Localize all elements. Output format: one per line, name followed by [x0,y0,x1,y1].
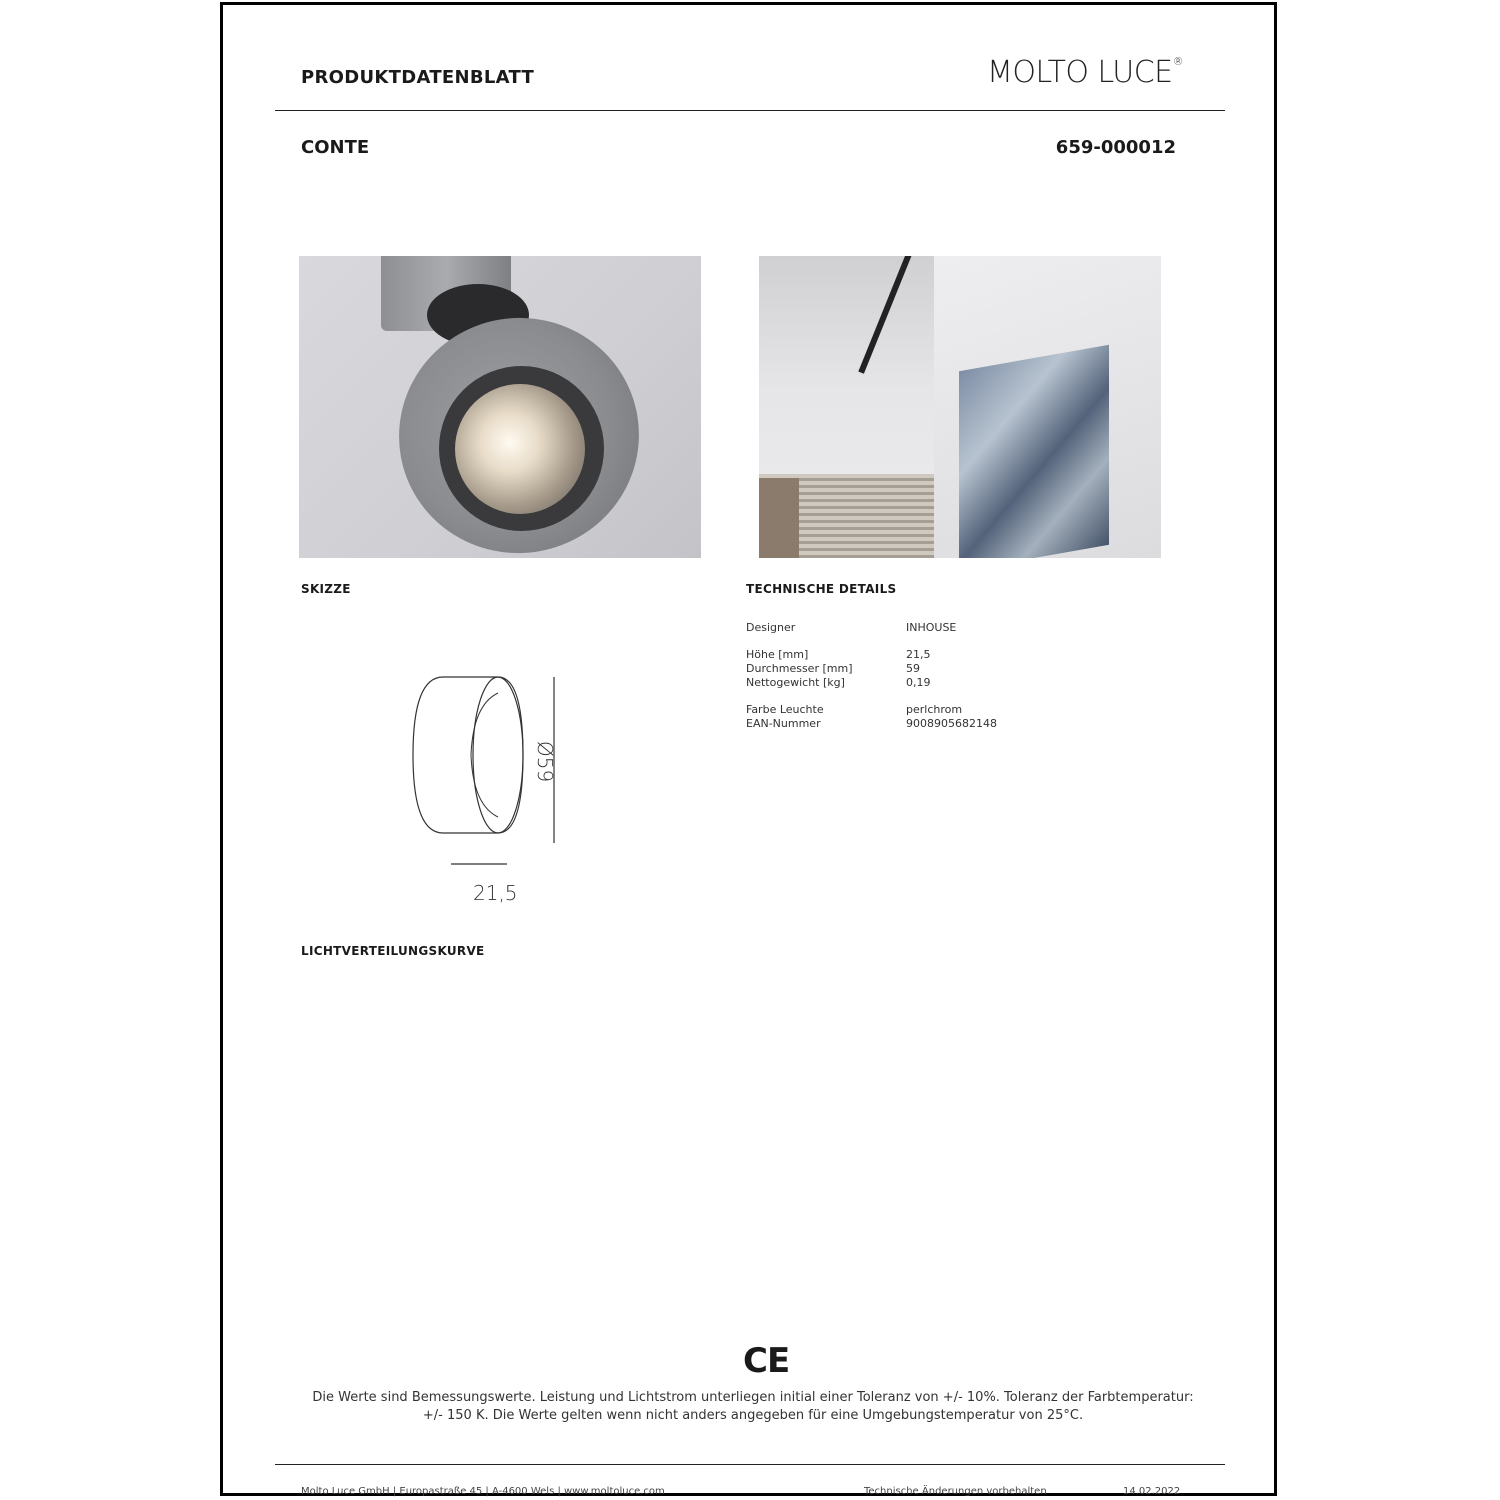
tech-label: Nettogewicht [kg] [746,676,845,689]
tech-label: Höhe [mm] [746,648,809,661]
datasheet-page [220,2,1277,1496]
ce-mark: CE [743,1341,790,1381]
disclaimer-text: Die Werte sind Bemessungswerte. Leistung und Lichtstrom unterliegen initial einer Toleranz von +/- 10%. Toleranz der Farbtemperatur: +/- 150 K. Die Werte gelten wenn nicht anders angegeben für eine Umgebungstemperatur von 25°C. [312,1390,1194,1423]
tech-value: 0,19 [906,676,931,689]
ambience-photo [759,256,1161,558]
tech-value: 21,5 [906,648,931,661]
sketch-diameter-dimension: Ø59 [533,741,557,783]
footer-company: Molto Luce GmbH | Europastraße 45 | A-4600 Wels | www.moltoluce.com [301,1486,665,1497]
sketch-drawing [403,665,603,905]
product-number: 659-000012 [1055,137,1176,158]
tech-label: Farbe Leuchte [746,703,824,716]
photo-lens [455,384,585,514]
tech-value: 59 [906,662,920,675]
tech-value: 9008905682148 [906,717,997,730]
section-technical-heading: TECHNISCHE DETAILS [746,582,897,596]
section-light-distribution-heading: LICHTVERTEILUNGSKURVE [301,944,485,958]
header-divider [275,110,1225,111]
footer-date: 14.02.2022 [1123,1486,1181,1497]
logo-text: MOLTO LUCE [987,55,1173,90]
footer-divider [275,1464,1225,1465]
sketch-width-dimension: 21,5 [473,881,518,905]
registered-mark: ® [1172,55,1184,68]
brand-logo [987,55,1183,90]
footer-notice: Technische Änderungen vorbehalten [864,1486,1047,1497]
tech-label: EAN-Nummer [746,717,821,730]
technical-sketch [403,665,603,905]
photo-painting [959,345,1109,558]
document-title: PRODUKTDATENBLATT [301,67,535,88]
tech-label: Durchmesser [mm] [746,662,853,675]
tech-value: INHOUSE [906,621,957,634]
tech-value: perlchrom [906,703,963,716]
tech-label: Designer [746,621,796,634]
section-sketch-heading: SKIZZE [301,582,351,596]
photo-curtain [759,478,799,558]
photo-track-rail [858,256,912,374]
product-photo [299,256,701,558]
product-name: CONTE [301,137,370,158]
